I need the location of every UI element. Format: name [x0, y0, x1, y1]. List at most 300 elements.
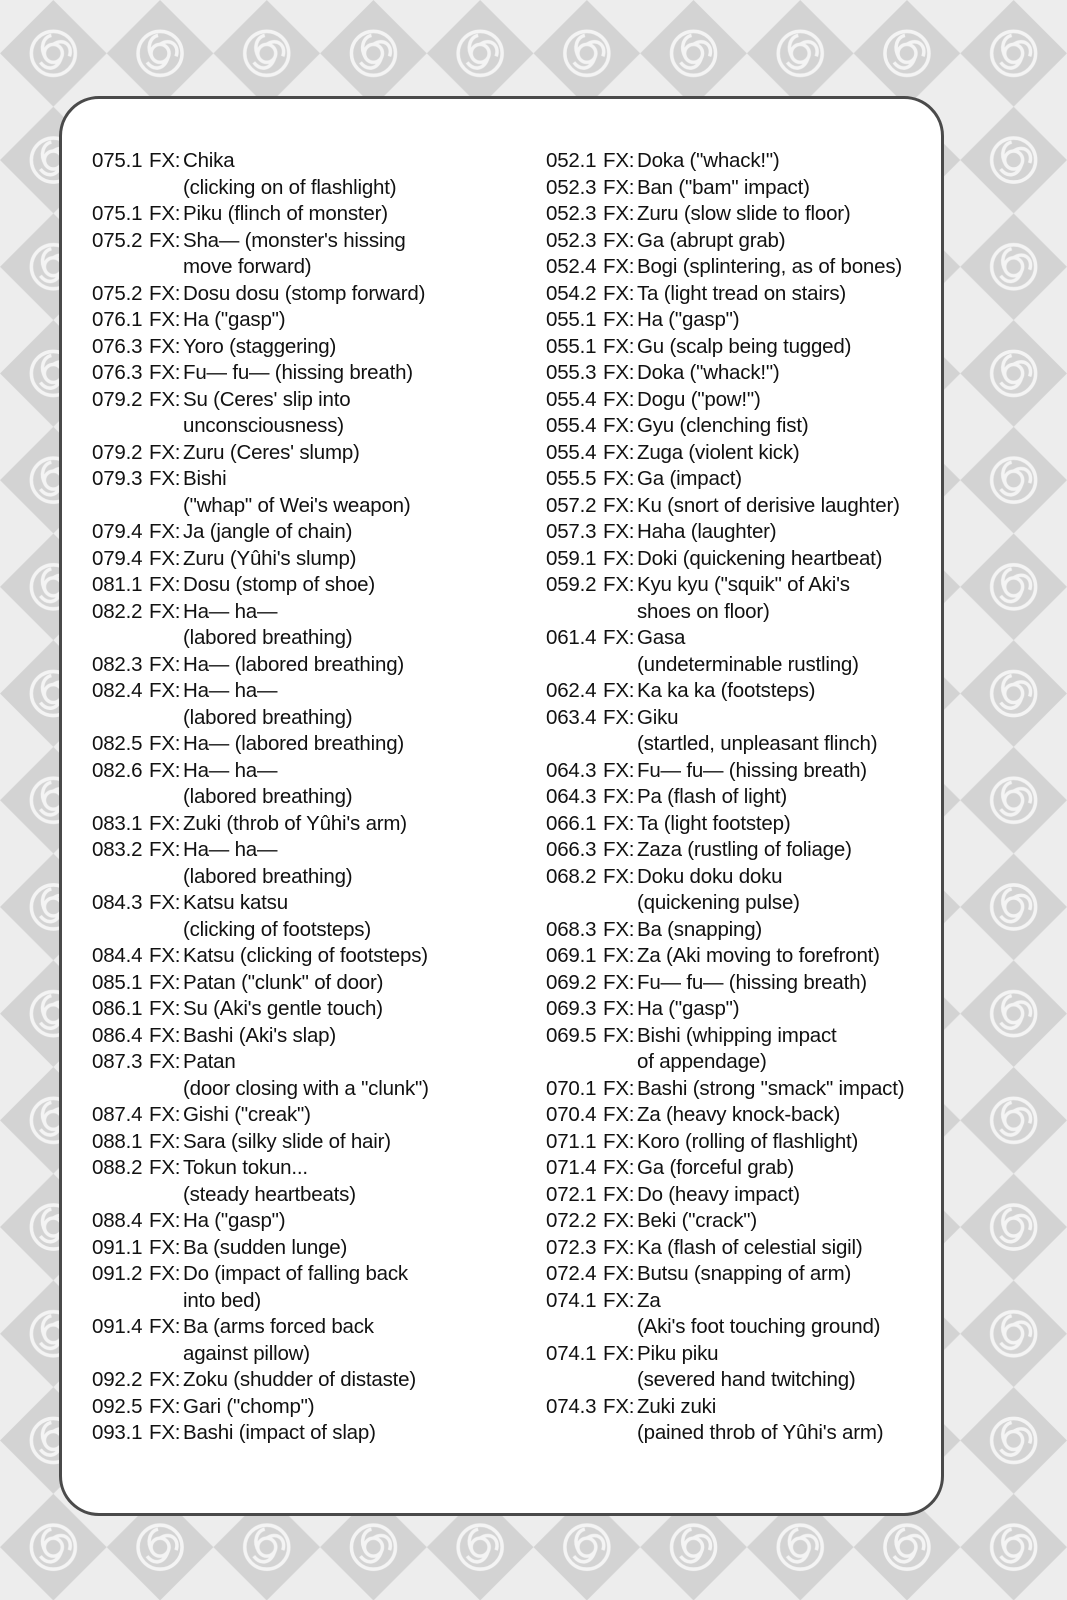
fx-label: FX: [603, 785, 635, 808]
fx-label: FX: [603, 175, 635, 199]
fx-description: Ha— ha— (labored breathing) [183, 599, 353, 649]
fx-description: Ha— (labored breathing) [183, 732, 405, 755]
page-panel-ref: 071.1 [546, 1129, 597, 1153]
fx-description: Doku doku doku (quickening pulse) [637, 864, 800, 914]
fx-label: FX: [149, 1156, 181, 1179]
fx-description: Doki (quickening heartbeat) [637, 546, 883, 570]
fx-entry [546, 758, 936, 785]
fx-description: Za (Aki moving to forefront) [637, 944, 880, 967]
fx-label: FX: [603, 520, 635, 543]
fx-description: Ha— ha— (labored breathing) [183, 679, 353, 729]
page-panel-ref: 052.1 [546, 149, 597, 172]
fx-label: FX: [149, 1023, 181, 1047]
fx-label: FX: [149, 944, 181, 967]
fx-entry [546, 1182, 936, 1209]
fx-entry [546, 228, 936, 255]
fx-entry [546, 678, 936, 705]
fx-description: Koro (rolling of flashlight) [637, 1129, 859, 1153]
fx-entry [92, 996, 542, 1023]
fx-entry [546, 148, 936, 175]
fx-description: Do (heavy impact) [637, 1182, 800, 1206]
fx-label: FX: [149, 1050, 181, 1073]
fx-entry [92, 307, 542, 334]
fx-entry [92, 678, 542, 731]
fx-description: Ha— ha— (labored breathing) [183, 838, 353, 888]
fx-label: FX: [603, 1023, 635, 1047]
page-panel-ref: 091.2 [92, 1262, 143, 1285]
fx-description: Haha (laughter) [637, 520, 777, 543]
page-panel-ref: 072.3 [546, 1235, 597, 1259]
fx-description: Ban ("bam" impact) [637, 175, 810, 199]
page-panel-ref: 088.1 [92, 1129, 143, 1153]
fx-label: FX: [603, 705, 635, 729]
fx-label: FX: [149, 732, 181, 755]
page-panel-ref: 055.4 [546, 440, 597, 464]
fx-description: Ha— ha— (labored breathing) [183, 758, 353, 808]
page-panel-ref: 055.1 [546, 334, 597, 358]
fx-entry [546, 334, 936, 361]
fx-label: FX: [149, 361, 181, 384]
fx-label: FX: [603, 626, 635, 649]
fx-label: FX: [603, 970, 635, 994]
fx-description: Ba (sudden lunge) [183, 1235, 348, 1259]
fx-label: FX: [149, 467, 181, 490]
page-panel-ref: 082.6 [92, 758, 143, 782]
fx-entry [546, 1076, 936, 1103]
page-panel-ref: 079.2 [92, 387, 143, 411]
fx-entry [92, 811, 542, 838]
fx-description: Zoku (shudder of distaste) [183, 1368, 416, 1391]
page-panel-ref: 082.4 [92, 679, 143, 702]
fx-description: Ga (impact) [637, 467, 742, 490]
page-panel-ref: 084.3 [92, 891, 143, 914]
fx-label: FX: [149, 149, 181, 172]
fx-entry [92, 1155, 542, 1208]
fx-label: FX: [603, 758, 635, 782]
page-panel-ref: 052.3 [546, 202, 597, 225]
page-panel-ref: 070.4 [546, 1103, 597, 1126]
fx-description: Dosu (stomp of shoe) [183, 573, 375, 596]
fx-label: FX: [603, 414, 635, 437]
fx-description: Katsu (clicking of footsteps) [183, 944, 428, 967]
page-panel-ref: 055.4 [546, 387, 597, 411]
fx-description: Gasa (undeterminable rustling) [637, 626, 859, 676]
fx-description: Fu— fu— (hissing breath) [637, 970, 867, 994]
fx-label: FX: [149, 334, 181, 358]
fx-entry [546, 784, 936, 811]
page-panel-ref: 057.2 [546, 493, 597, 517]
page-panel-ref: 057.3 [546, 520, 597, 543]
page-panel-ref: 076.3 [92, 334, 143, 358]
fx-description: Gishi ("creak") [183, 1103, 311, 1126]
fx-description: Ha ("gasp") [183, 308, 286, 331]
page-panel-ref: 074.3 [546, 1394, 597, 1418]
fx-entry [92, 546, 542, 573]
fx-label: FX: [603, 1076, 635, 1100]
page-panel-ref: 074.1 [546, 1341, 597, 1365]
page-panel-ref: 092.5 [92, 1394, 143, 1418]
fx-label: FX: [603, 838, 635, 861]
fx-description: Zaza (rustling of foliage) [637, 838, 852, 861]
fx-entry [546, 705, 936, 758]
page-panel-ref: 072.4 [546, 1262, 597, 1285]
fx-label: FX: [603, 1262, 635, 1285]
fx-label: FX: [603, 1394, 635, 1418]
page-panel-ref: 063.4 [546, 705, 597, 729]
fx-entry [92, 572, 542, 599]
fx-description: Beki ("crack") [637, 1209, 757, 1232]
page-panel-ref: 079.3 [92, 467, 143, 490]
fx-entry [92, 1023, 542, 1050]
fx-label: FX: [149, 891, 181, 914]
fx-description: Sha— (monster's hissing move forward) [183, 228, 406, 278]
fx-description: Bishi (whipping impact of appendage) [637, 1023, 837, 1073]
fx-description: Bishi ("whap" of Wei's weapon) [183, 467, 411, 517]
page-panel-ref: 064.3 [546, 758, 597, 782]
fx-description: Zuru (Yûhi's slump) [183, 546, 357, 570]
fx-entry [546, 546, 936, 573]
fx-description: Fu— fu— (hissing breath) [637, 758, 867, 782]
fx-description: Zuki zuki (pained throb of Yûhi's arm) [637, 1394, 884, 1444]
fx-entry [92, 970, 542, 997]
fx-description: Ha ("gasp") [637, 997, 740, 1020]
fx-description: Butsu (snapping of arm) [637, 1262, 852, 1285]
fx-label: FX: [603, 1341, 635, 1365]
page-panel-ref: 074.1 [546, 1288, 597, 1312]
page-panel-ref: 055.3 [546, 361, 597, 384]
fx-entry [546, 1023, 936, 1076]
page-panel-ref: 070.1 [546, 1076, 597, 1100]
fx-entry [92, 228, 542, 281]
fx-label: FX: [149, 1262, 181, 1285]
fx-label: FX: [603, 997, 635, 1020]
fx-entry [546, 493, 936, 520]
fx-entry [92, 1102, 542, 1129]
fx-description: Su (Ceres' slip into unconsciousness) [183, 387, 351, 437]
fx-label: FX: [149, 308, 181, 331]
fx-label: FX: [149, 281, 181, 305]
fx-label: FX: [603, 1288, 635, 1312]
fx-label: FX: [149, 1315, 181, 1338]
fx-description: Do (impact of falling back into bed) [183, 1262, 408, 1312]
fx-entry [92, 599, 542, 652]
fx-entry [546, 1155, 936, 1182]
page-panel-ref: 082.5 [92, 732, 143, 755]
fx-label: FX: [603, 1182, 635, 1206]
page-panel-ref: 055.1 [546, 308, 597, 331]
fx-description: Patan ("clunk" of door) [183, 970, 384, 994]
page-panel-ref: 087.3 [92, 1050, 143, 1073]
fx-entry [546, 917, 936, 944]
page-panel-ref: 052.3 [546, 228, 597, 252]
page-panel-ref: 084.4 [92, 944, 143, 967]
fx-label: FX: [603, 1235, 635, 1259]
fx-label: FX: [603, 493, 635, 517]
page-panel-ref: 087.4 [92, 1103, 143, 1126]
fx-description: Sara (silky slide of hair) [183, 1129, 391, 1153]
fx-label: FX: [149, 758, 181, 782]
fx-entry [92, 1235, 542, 1262]
page-panel-ref: 068.2 [546, 864, 597, 888]
fx-label: FX: [603, 864, 635, 888]
page-panel-ref: 075.2 [92, 228, 143, 252]
fx-description: Ha ("gasp") [183, 1209, 286, 1232]
page-panel-ref: 066.1 [546, 811, 597, 835]
fx-label: FX: [149, 546, 181, 570]
page-panel-ref: 088.4 [92, 1209, 143, 1232]
fx-entry [92, 440, 542, 467]
fx-label: FX: [603, 1156, 635, 1179]
page-panel-ref: 069.2 [546, 970, 597, 994]
fx-description: Gari ("chomp") [183, 1394, 315, 1418]
page-panel-ref: 066.3 [546, 838, 597, 861]
fx-description: Kyu kyu ("squik" of Aki's shoes on floor) [637, 573, 850, 623]
fx-label: FX: [149, 1129, 181, 1153]
page-panel-ref: 069.1 [546, 944, 597, 967]
page-panel-ref: 072.2 [546, 1209, 597, 1232]
fx-description: Dogu ("pow!") [637, 387, 761, 411]
fx-label: FX: [603, 467, 635, 490]
fx-description: Pa (flash of light) [637, 785, 788, 808]
fx-entry [92, 943, 542, 970]
page-panel-ref: 079.2 [92, 440, 143, 464]
fx-label: FX: [149, 1209, 181, 1232]
fx-label: FX: [149, 997, 181, 1020]
page-panel-ref: 091.4 [92, 1315, 143, 1338]
fx-label: FX: [603, 255, 635, 278]
fx-entry [546, 254, 936, 281]
fx-label: FX: [149, 440, 181, 464]
fx-label: FX: [149, 1421, 181, 1444]
fx-label: FX: [149, 573, 181, 596]
fx-description: Yoro (staggering) [183, 334, 337, 358]
page-panel-ref: 069.3 [546, 997, 597, 1020]
page-panel-ref: 093.1 [92, 1421, 143, 1444]
fx-entry [546, 466, 936, 493]
fx-description: Katsu katsu (clicking of footsteps) [183, 891, 371, 941]
fx-label: FX: [149, 202, 181, 225]
fx-label: FX: [149, 652, 181, 676]
fx-entry [546, 625, 936, 678]
page-panel-ref: 081.1 [92, 573, 143, 596]
page-panel-ref: 072.1 [546, 1182, 597, 1206]
fx-entry [92, 148, 542, 201]
page-panel-ref: 082.3 [92, 652, 143, 676]
fx-entry [546, 387, 936, 414]
fx-label: FX: [149, 970, 181, 994]
fx-entry [546, 1102, 936, 1129]
fx-label: FX: [603, 228, 635, 252]
fx-entry [546, 864, 936, 917]
fx-description: Bashi (strong "smack" impact) [637, 1076, 905, 1100]
page-panel-ref: 085.1 [92, 970, 143, 994]
fx-label: FX: [603, 308, 635, 331]
fx-entry [546, 837, 936, 864]
fx-label: FX: [149, 838, 181, 861]
fx-entry [92, 1314, 542, 1367]
fx-label: FX: [149, 387, 181, 411]
page-panel-ref: 082.2 [92, 599, 143, 623]
fx-label: FX: [603, 361, 635, 384]
fx-label: FX: [149, 1235, 181, 1259]
fx-entry [546, 1261, 936, 1288]
page-panel-ref: 075.1 [92, 149, 143, 172]
page-panel-ref: 061.4 [546, 626, 597, 649]
fx-entry [546, 360, 936, 387]
fx-label: FX: [149, 1103, 181, 1126]
fx-entry [92, 1394, 542, 1421]
fx-description: Ga (abrupt grab) [637, 228, 786, 252]
fx-description: Ta (light tread on stairs) [637, 281, 846, 305]
page-panel-ref: 076.3 [92, 361, 143, 384]
fx-label: FX: [149, 520, 181, 543]
fx-description: Doka ("whack!") [637, 149, 780, 172]
fx-description: Chika (clicking on of flashlight) [183, 149, 397, 199]
page-panel-ref: 068.3 [546, 917, 597, 941]
fx-label: FX: [603, 679, 635, 702]
page-panel-ref: 069.5 [546, 1023, 597, 1047]
fx-entry [92, 652, 542, 679]
fx-label: FX: [149, 811, 181, 835]
page-panel-ref: 079.4 [92, 546, 143, 570]
page-panel-ref: 055.5 [546, 467, 597, 490]
fx-description: Patan (door closing with a "clunk") [183, 1050, 429, 1100]
fx-entry [92, 731, 542, 758]
fx-entry [92, 837, 542, 890]
fx-entry [546, 996, 936, 1023]
fx-label: FX: [603, 1129, 635, 1153]
fx-description: Su (Aki's gentle touch) [183, 997, 383, 1020]
fx-label: FX: [603, 281, 635, 305]
page-panel-ref: 075.1 [92, 202, 143, 225]
fx-description: Ba (arms forced back against pillow) [183, 1315, 374, 1365]
page-panel-ref: 083.1 [92, 811, 143, 835]
fx-entry [546, 201, 936, 228]
fx-description: Bogi (splintering, as of bones) [637, 255, 903, 278]
fx-description: Piku (flinch of monster) [183, 202, 388, 225]
fx-entry [92, 758, 542, 811]
left-column [92, 148, 542, 1447]
fx-description: Ka (flash of celestial sigil) [637, 1235, 863, 1259]
fx-entry [546, 572, 936, 625]
fx-label: FX: [603, 944, 635, 967]
fx-description: Doka ("whack!") [637, 361, 780, 384]
page-panel-ref: 071.4 [546, 1156, 597, 1179]
fx-description: Zuru (slow slide to floor) [637, 202, 851, 225]
fx-entry [546, 519, 936, 546]
fx-description: Dosu dosu (stomp forward) [183, 281, 426, 305]
page-panel-ref: 091.1 [92, 1235, 143, 1259]
fx-label: FX: [603, 1209, 635, 1232]
right-column [546, 148, 936, 1447]
page-panel-ref: 059.1 [546, 546, 597, 570]
page-panel-ref: 092.2 [92, 1368, 143, 1391]
fx-label: FX: [149, 228, 181, 252]
fx-entry [546, 1235, 936, 1262]
page-panel-ref: 075.2 [92, 281, 143, 305]
fx-entry [546, 413, 936, 440]
page-panel-ref: 059.2 [546, 573, 597, 596]
fx-label: FX: [603, 811, 635, 835]
fx-label: FX: [149, 1394, 181, 1418]
fx-label: FX: [149, 679, 181, 702]
fx-label: FX: [603, 387, 635, 411]
page-panel-ref: 086.4 [92, 1023, 143, 1047]
fx-entry [92, 360, 542, 387]
fx-entry [92, 890, 542, 943]
page-panel-ref: 083.2 [92, 838, 143, 861]
fx-entry [546, 1341, 936, 1394]
fx-description: Gyu (clenching fist) [637, 414, 809, 437]
fx-entry [92, 1261, 542, 1314]
fx-description: Gu (scalp being tugged) [637, 334, 852, 358]
fx-description: Za (heavy knock-back) [637, 1103, 841, 1126]
fx-entry [546, 811, 936, 838]
fx-label: FX: [603, 573, 635, 596]
fx-label: FX: [603, 546, 635, 570]
page-panel-ref: 076.1 [92, 308, 143, 331]
fx-entry [92, 281, 542, 308]
fx-entry [92, 387, 542, 440]
fx-entry [546, 307, 936, 334]
fx-entry [92, 201, 542, 228]
fx-label: FX: [603, 440, 635, 464]
fx-description: Ta (light footstep) [637, 811, 791, 835]
fx-entry [92, 1208, 542, 1235]
fx-description: Zuga (violent kick) [637, 440, 800, 464]
fx-entry [92, 1367, 542, 1394]
fx-entry [546, 970, 936, 997]
page-panel-ref: 052.4 [546, 255, 597, 278]
fx-entry [92, 1049, 542, 1102]
fx-entry [546, 943, 936, 970]
fx-description: Fu— fu— (hissing breath) [183, 361, 413, 384]
fx-label: FX: [603, 334, 635, 358]
page-panel-ref: 062.4 [546, 679, 597, 702]
fx-description: Zuru (Ceres' slump) [183, 440, 360, 464]
page-panel-ref: 064.3 [546, 785, 597, 808]
fx-entry [546, 1288, 936, 1341]
fx-label: FX: [603, 917, 635, 941]
fx-description: Giku (startled, unpleasant flinch) [637, 705, 878, 755]
page-panel-ref: 052.3 [546, 175, 597, 199]
fx-label: FX: [149, 1368, 181, 1391]
fx-description: Ha— (labored breathing) [183, 652, 405, 676]
fx-description: Tokun tokun... (steady heartbeats) [183, 1156, 356, 1206]
page-panel-ref: 079.4 [92, 520, 143, 543]
fx-description: Ka ka ka (footsteps) [637, 679, 816, 702]
fx-description: Bashi (impact of slap) [183, 1421, 376, 1444]
fx-entry [546, 440, 936, 467]
page-panel-ref: 054.2 [546, 281, 597, 305]
fx-description: Ha ("gasp") [637, 308, 740, 331]
page-panel-ref: 086.1 [92, 997, 143, 1020]
fx-description: Ku (snort of derisive laughter) [637, 493, 900, 517]
fx-label: FX: [603, 1103, 635, 1126]
fx-entry [546, 1208, 936, 1235]
fx-label: FX: [603, 202, 635, 225]
fx-description: Zuki (throb of Yûhi's arm) [183, 811, 407, 835]
fx-description: Piku piku (severed hand twitching) [637, 1341, 856, 1391]
fx-entry [92, 334, 542, 361]
fx-entry [92, 519, 542, 546]
fx-entry [92, 1420, 542, 1447]
page-panel-ref: 088.2 [92, 1156, 143, 1179]
fx-description: Za (Aki's foot touching ground) [637, 1288, 881, 1338]
fx-entry [546, 1394, 936, 1447]
fx-entry [546, 175, 936, 202]
fx-entry [546, 1129, 936, 1156]
